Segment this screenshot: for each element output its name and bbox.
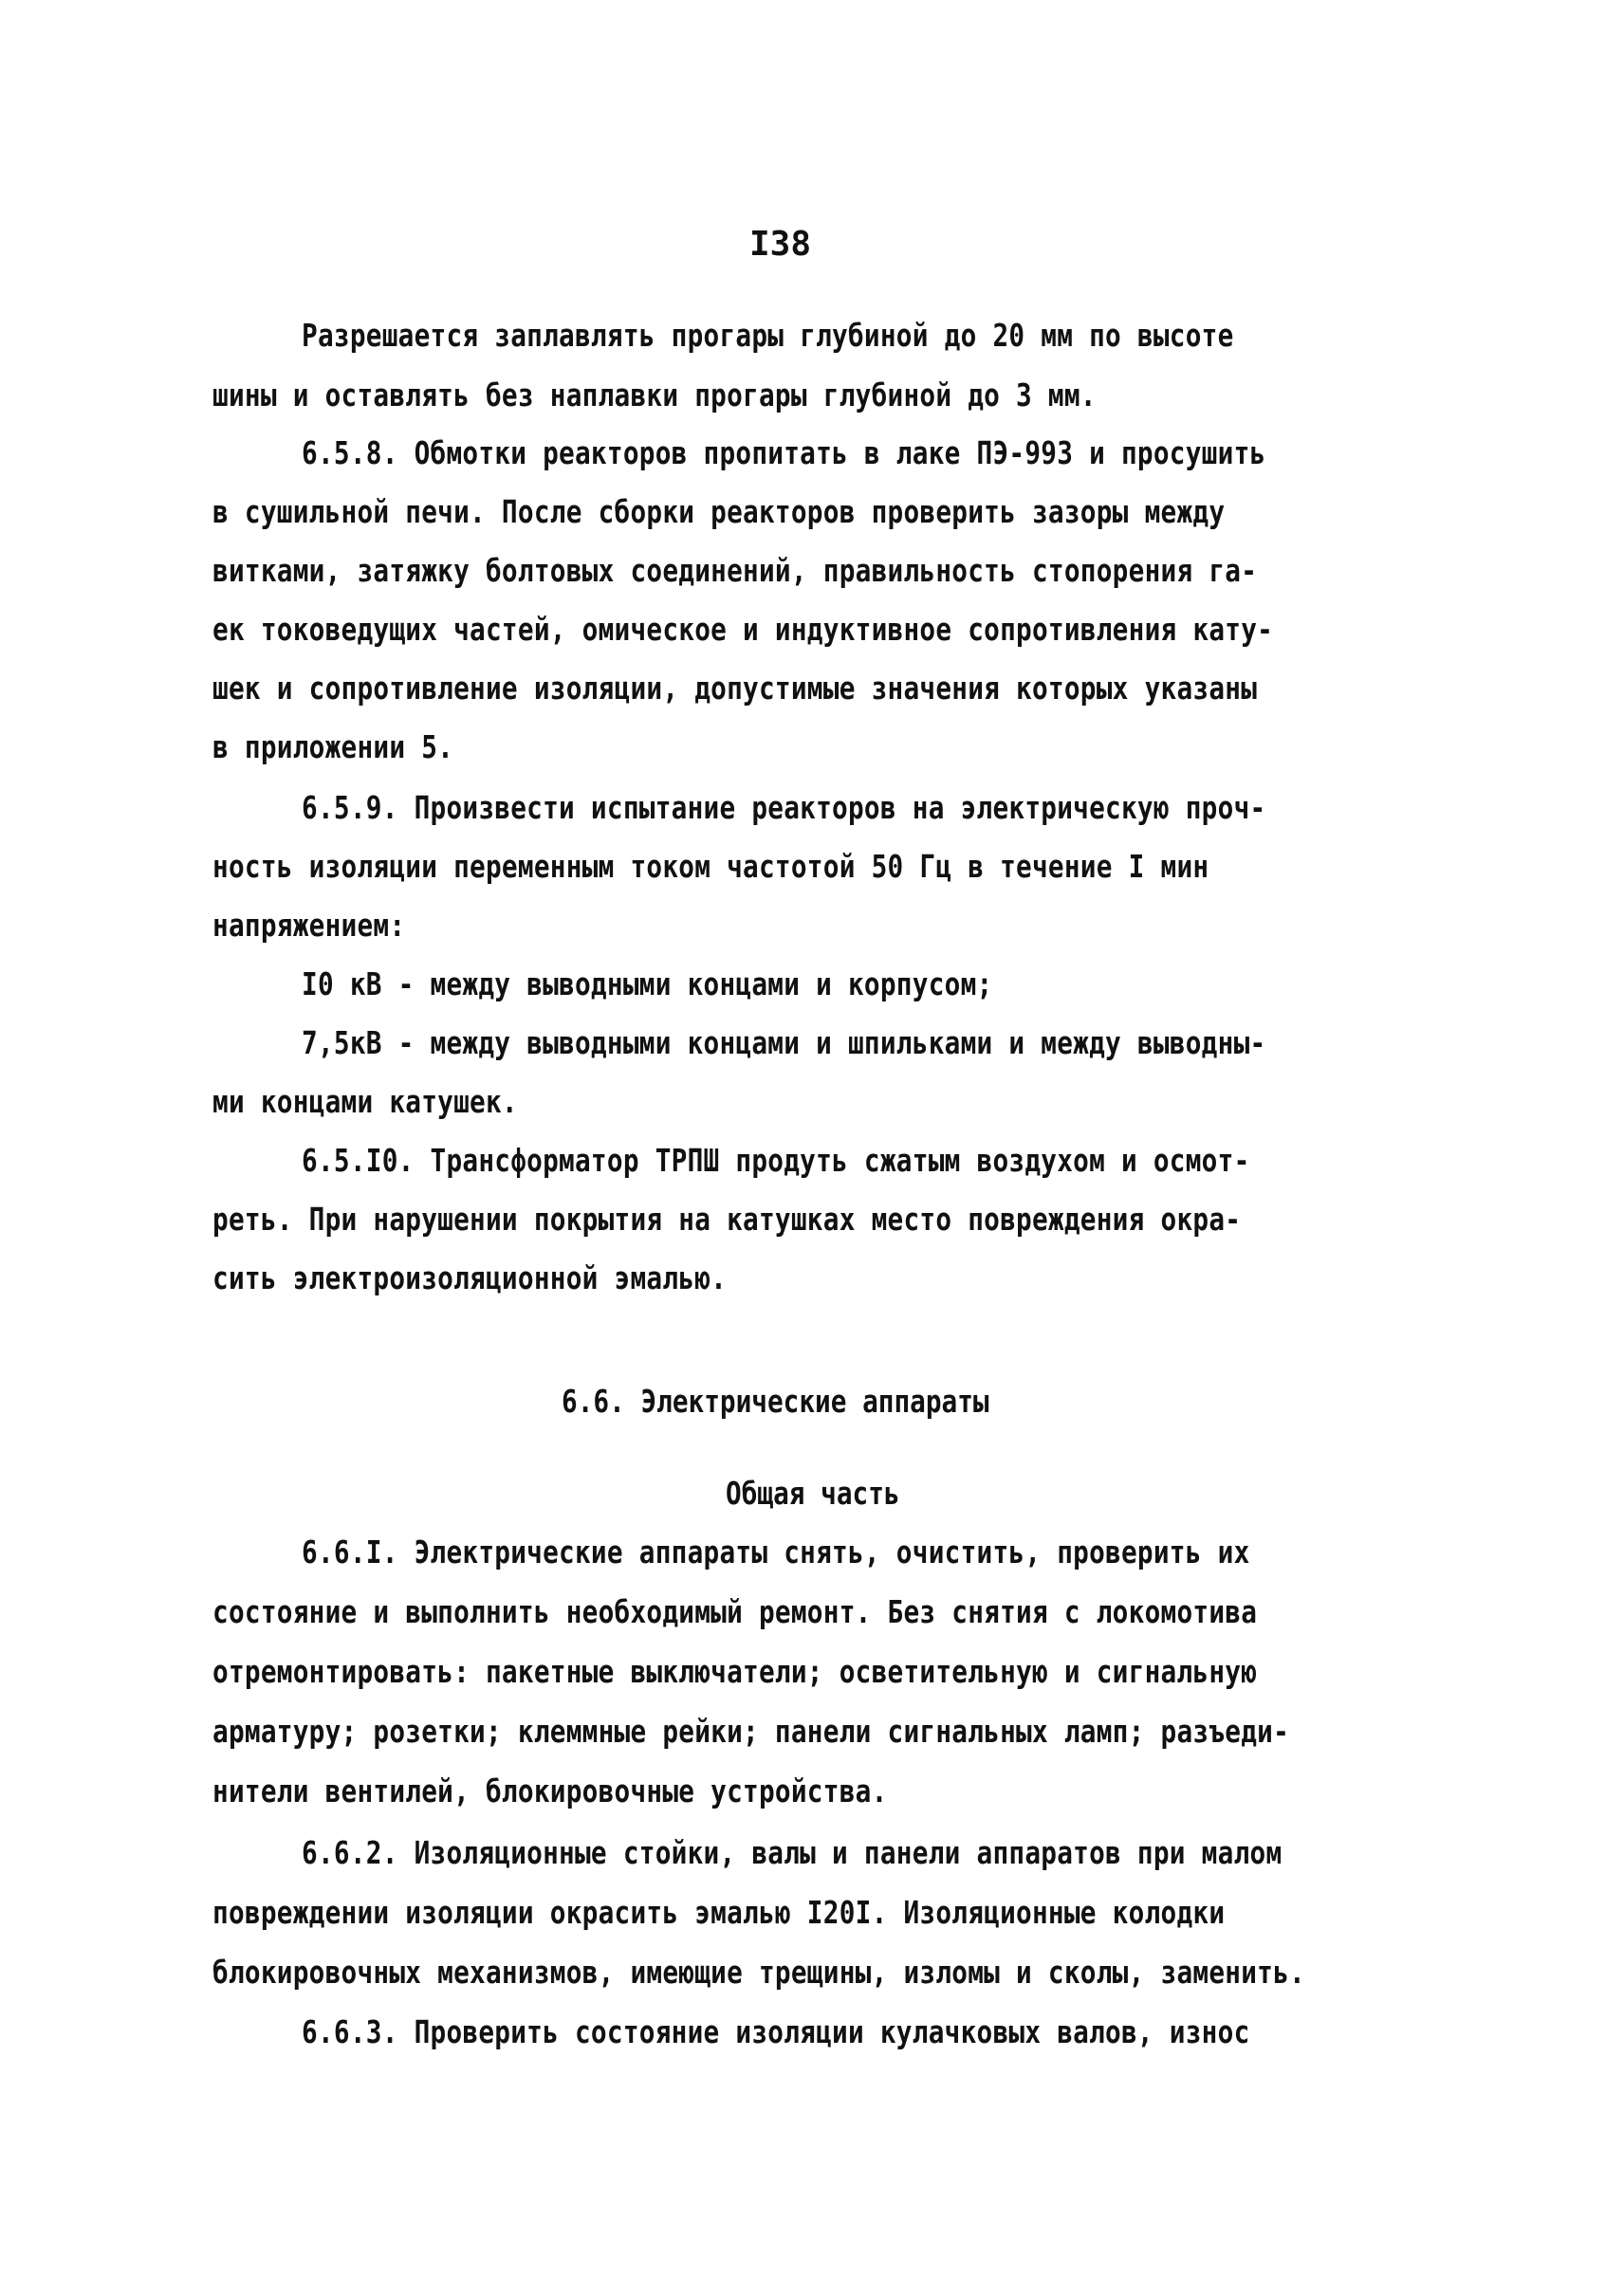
section-heading: 6.6. Электрические аппараты (562, 1383, 989, 1420)
text-line: повреждении изоляции окрасить эмалью I20I. Изоляционные колодки (212, 1894, 1226, 1931)
text-line: 6.6.2. Изоляционные стойки, валы и панели аппаратов при малом (302, 1834, 1283, 1871)
text-line: шины и оставлять без наплавки прогары глубиной до 3 мм. (212, 377, 1097, 413)
text-line: 6.5.8. Обмотки реакторов пропитать в лаке ПЭ-993 и просушить (302, 434, 1266, 471)
text-line: состояние и выполнить необходимый ремонт. Без снятия с локомотива (212, 1593, 1258, 1630)
text-line: Разрешается заплавлять прогары глубиной до 20 мм по высоте (302, 317, 1234, 354)
page-number: I38 (749, 225, 812, 264)
text-line: 6.6.I. Электрические аппараты снять, очистить, проверить их (302, 1534, 1250, 1570)
text-line: ность изоляции переменным током частотой 50 Гц в течение I мин (212, 848, 1209, 885)
text-line: 6.6.3. Проверить состояние изоляции кулачковых валов, износ (302, 2013, 1250, 2050)
text-line: арматуру; розетки; клеммные рейки; панели сигнальных ламп; разъеди- (212, 1713, 1290, 1750)
text-line: реть. При нарушении покрытия на катушках место повреждения окра- (212, 1201, 1242, 1238)
text-line: напряжением: (212, 907, 406, 944)
text-line: 6.5.I0. Трансформатор ТРПШ продуть сжатым воздухом и осмот- (302, 1142, 1250, 1179)
text-line: I0 кВ - между выводными концами и корпусом; (302, 965, 993, 1002)
text-line: в сушильной печи. После сборки реакторов проверить зазоры между (212, 493, 1226, 530)
text-line: отремонтировать: пакетные выключатели; осветительную и сигнальную (212, 1653, 1258, 1690)
text-line: в приложении 5. (212, 728, 454, 765)
text-line: сить электроизоляционной эмалью. (212, 1259, 728, 1296)
text-line: 7,5кВ - между выводными концами и шпильками и между выводны- (302, 1024, 1266, 1061)
text-line: нители вентилей, блокировочные устройства. (212, 1773, 888, 1809)
text-line: шек и сопротивление изоляции, допустимые значения которых указаны (212, 670, 1258, 707)
text-line: ек токоведущих частей, омическое и индуктивное сопротивления кату- (212, 611, 1274, 648)
text-line: 6.5.9. Произвести испытание реакторов на электрическую проч- (302, 789, 1266, 826)
subsection-heading: Общая часть (726, 1475, 900, 1512)
text-line: ми концами катушек. (212, 1083, 518, 1120)
text-line: витками, затяжку болтовых соединений, правильность стопорения га- (212, 552, 1258, 589)
text-line: блокировочных механизмов, имеющие трещины, изломы и сколы, заменить. (212, 1954, 1305, 1991)
